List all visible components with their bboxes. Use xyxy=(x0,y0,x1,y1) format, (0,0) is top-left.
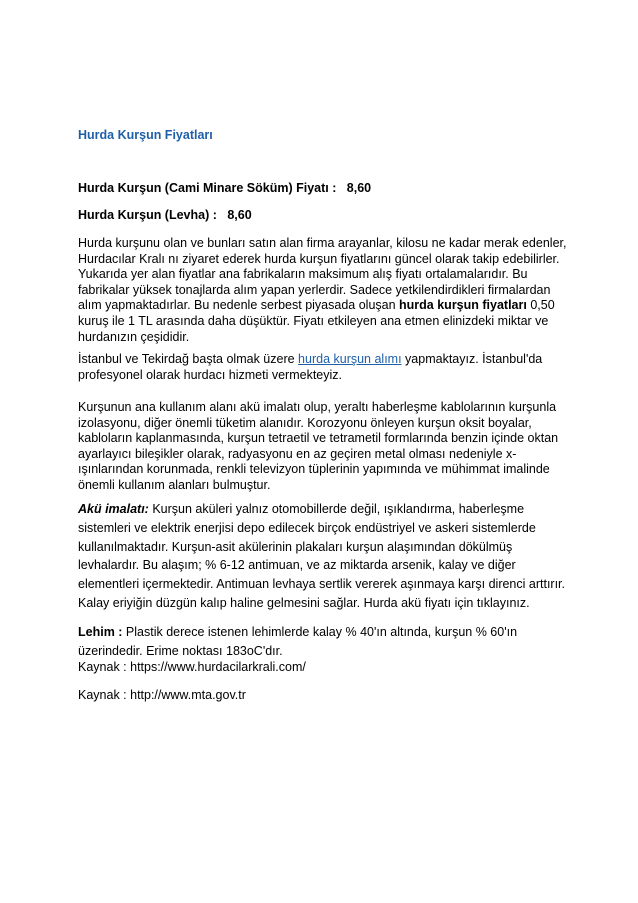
intro-text-before: Hurda kurşunu olan ve bunları satın alan firma arayanlar, kilosu ne kadar merak edenler, Hurdacılar Kralı nı ziyaret ederek hurda kurşun fiyatlarını güncel olarak takip edebilirler. Yukarıda yer alan fiyatlar ana fabrikaların maksimum alış fiyatı ortalamalarıdır. Bu fabrikalar yüksek tonajlarda alım yapan yerlerdir. Sadece yetkilendirdikleri firmalardan alım yapmaktadırlar. Bu nedenle serbest piyasada oluşan xyxy=(78,236,567,313)
istanbul-text-before: İstanbul ve Tekirdağ başta olmak üzere xyxy=(78,352,299,366)
paragraph-intro xyxy=(78,236,568,345)
price-levha: Hurda Kurşun (Levha) : 8,60 xyxy=(78,208,252,222)
paragraph-usage: Kurşunun ana kullanım alanı akü imalatı olup, yeraltı haberleşme kablolarının kurşunla izolasyonu, diğer önemli tüketim alanıdır. Korozyonu önleyen kurşun oksit boyalar, kabloların kaplanmasında, kurşun tetraetil ve tetrametil formlarında benzin içinde oktan ayarlayıcı bileşikler olarak, radyasyonu en az geçiren metal olması nedeniyle x-ışınlarından korunmada, renkli televizyon tüplerinin yapımında ve mühimmat imalinde önemli kullanım alanları bulmuştur. xyxy=(78,400,559,492)
lehim-label: Lehim : xyxy=(78,625,123,639)
paragraph-lehim xyxy=(78,623,568,661)
aku-label: Akü imalatı: xyxy=(78,502,149,516)
price-cami-minare: Hurda Kurşun (Cami Minare Söküm) Fiyatı : 8,60 xyxy=(78,181,372,195)
hurda-kursun-alimi-link[interactable]: hurda kurşun alımı xyxy=(298,352,402,366)
page-title[interactable]: Hurda Kurşun Fiyatları xyxy=(78,128,213,142)
paragraph-aku xyxy=(78,500,568,613)
source-hurdacilarkrali: Kaynak : https://www.hurdacilarkrali.com/ xyxy=(78,660,306,674)
istanbul-text-after: yapmaktayız. İstanbul'da profesyonel olarak hurdacı hizmeti vermekteyiz. xyxy=(78,352,543,382)
intro-bold-phrase: hurda kurşun fiyatları xyxy=(399,298,527,313)
intro-text-after: 0,50 kuruş ile 1 TL arasında daha düşüktür. Fiyatı etkileyen ana etmen elinizdeki miktar ve hurdanızın çeşididir. xyxy=(78,298,555,344)
lehim-text: Plastik derece istenen lehimlerde kalay % 40'ın altında, kurşun % 60'ın üzerindedir. Erime noktası 183oC'dır. xyxy=(78,625,518,658)
paragraph-istanbul xyxy=(78,352,568,383)
source-mta: Kaynak : http://www.mta.gov.tr xyxy=(78,688,246,702)
aku-text: Kurşun aküleri yalnız otomobillerde değil, ışıklandırma, haberleşme sistemleri ve elektrik enerjisi depo edilecek birçok endüstriyel ve askeri sistemlerde kullanılmaktadır. Kurşun-asit akülerinin plakaları kurşun alaşımından dökülmüş levhalardır. Bu alaşım; % 6-12 antimuan, ve az miktarda arsenik, kalay ve diğer elementleri içermektedir. Antimuan levhaya sertlik vererek aşınmaya karşı direnci arttırır. Kalay eriyiğin düzgün kalıp haline gelmesini sağlar. Hurda akü fiyatı için tıklayınız. xyxy=(78,502,565,610)
